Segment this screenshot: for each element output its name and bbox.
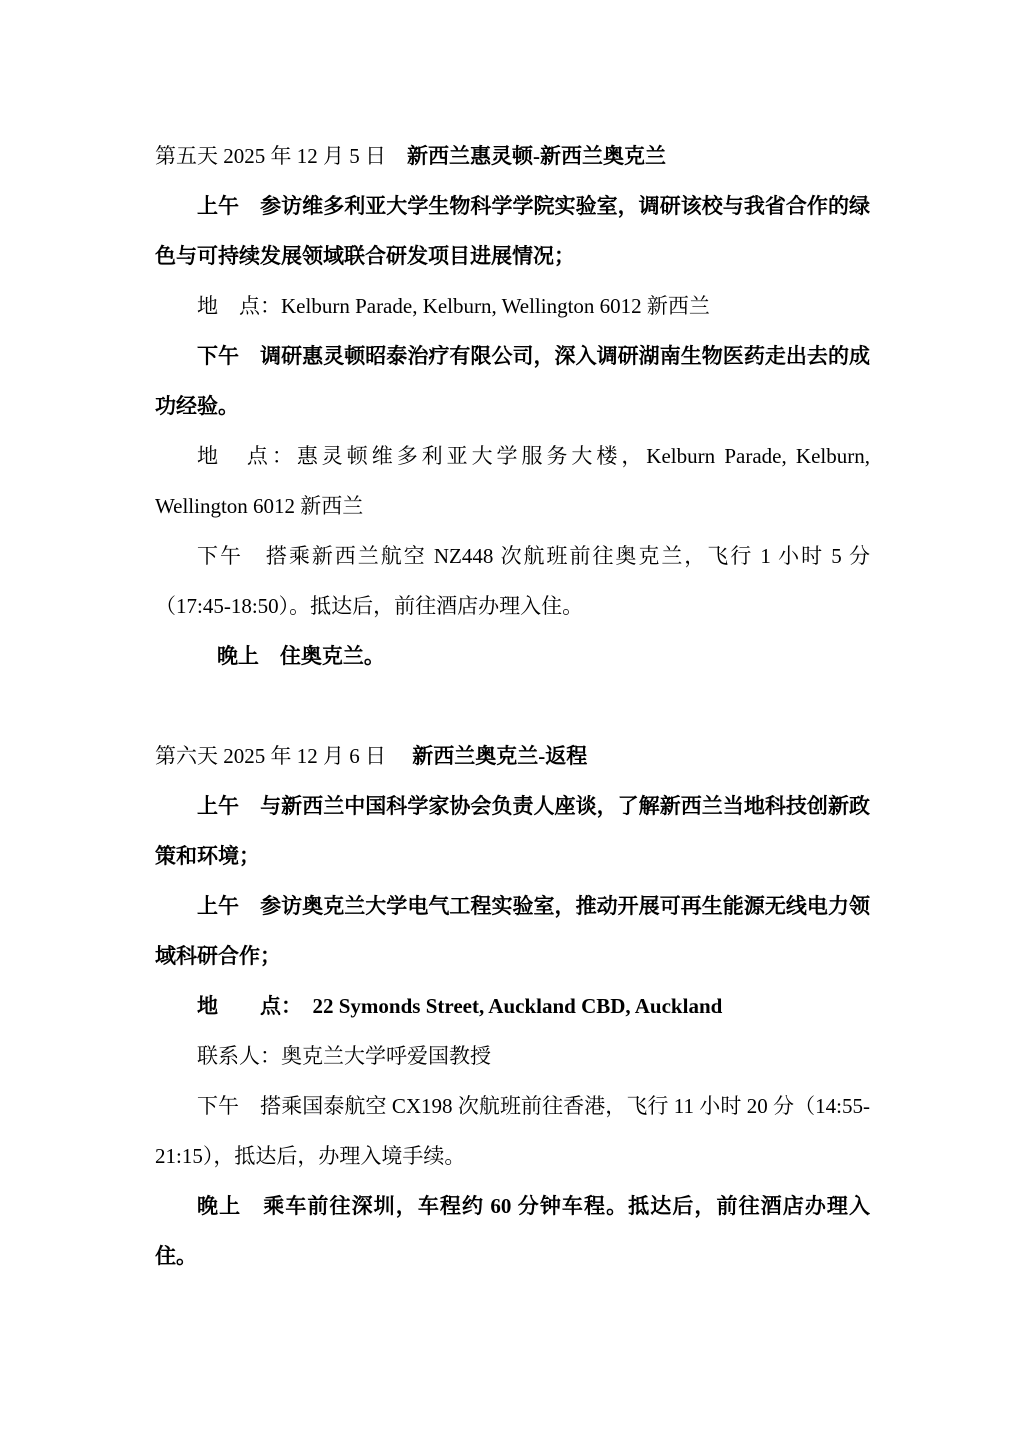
itinerary-paragraph: 地 点： 22 Symonds Street, Auckland CBD, Auckland (197, 994, 723, 1018)
itinerary-paragraph: 上午 参访维多利亚大学生物科学学院实验室，调研该校与我省合作的绿色与可持续发展领域联合研发项目进展情况； (155, 194, 870, 268)
day-heading (155, 731, 870, 781)
itinerary-paragraph: 晚上 乘车前往深圳，车程约 60 分钟车程。抵达后，前往酒店办理入住。 (155, 1194, 870, 1268)
day-route: 新西兰惠灵顿-新西兰奥克兰 (407, 144, 666, 168)
itinerary-paragraph: 下午 搭乘国泰航空 CX198 次航班前往香港，飞行 11 小时 20 分（14:55-21:15），抵达后，办理入境手续。 (155, 1094, 870, 1168)
itinerary-paragraph: 地 点：Kelburn Parade, Kelburn, Wellington 6012 新西兰 (197, 294, 710, 318)
section-spacer (155, 681, 870, 731)
itinerary-paragraph: 上午 与新西兰中国科学家协会负责人座谈，了解新西兰当地科技创新政策和环境； (155, 794, 870, 868)
itinerary-document (155, 131, 870, 1281)
itinerary-paragraph: 地 点：惠灵顿维多利亚大学服务大楼，Kelburn Parade, Kelburn, Wellington 6012 新西兰 (155, 444, 870, 518)
itinerary-paragraph: 联系人：奥克兰大学呼爱国教授 (197, 1044, 491, 1068)
day-heading (155, 131, 870, 181)
itinerary-paragraph: 晚上 住奥克兰。 (216, 644, 385, 668)
day-date: 第五天 2025 年 12 月 5 日 (155, 144, 407, 168)
itinerary-paragraph: 下午 调研惠灵顿昭泰治疗有限公司，深入调研湖南生物医药走出去的成功经验。 (155, 344, 870, 418)
day-route: 新西兰奥克兰-返程 (412, 744, 588, 768)
itinerary-paragraph: 上午 参访奥克兰大学电气工程实验室，推动开展可再生能源无线电力领域科研合作； (155, 894, 870, 968)
day-date: 第六天 2025 年 12 月 6 日 (155, 744, 413, 768)
itinerary-paragraph: 下午 搭乘新西兰航空 NZ448 次航班前往奥克兰，飞行 1 小时 5 分（17:45-18:50）。抵达后，前往酒店办理入住。 (155, 544, 870, 618)
